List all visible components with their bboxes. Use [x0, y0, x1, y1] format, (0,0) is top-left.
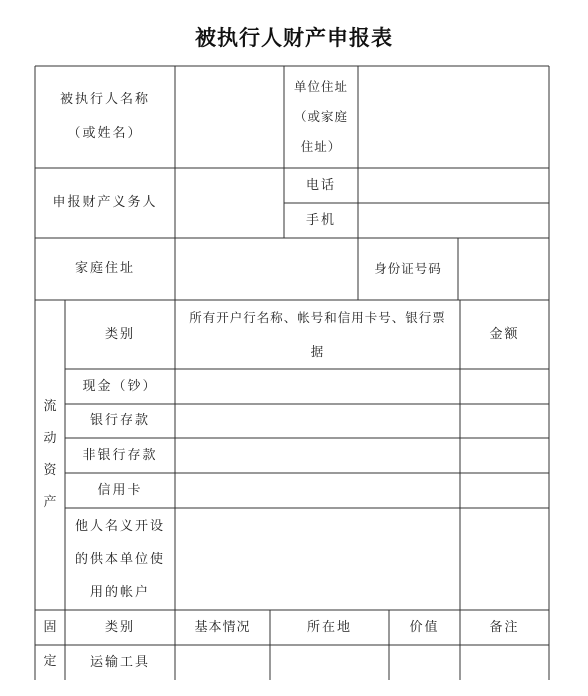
- liquid-header-amount: 金额: [489, 326, 520, 342]
- home-address-value-cell[interactable]: [176, 239, 357, 299]
- row-others-account-accounts-cell[interactable]: [176, 509, 459, 609]
- liquid-assets-side-label: [35, 300, 65, 610]
- form-title: 被执行人财产申报表: [195, 25, 393, 50]
- fixed-assets-side-label: [35, 610, 65, 680]
- row-bank-deposit-label: 银行存款: [89, 413, 150, 428]
- row-vehicle-location-cell[interactable]: [271, 646, 388, 679]
- row-bank-deposit-accounts-cell[interactable]: [176, 405, 459, 437]
- row-credit-card-amount-cell[interactable]: [461, 474, 548, 507]
- row-cash-label: 现金（钞）: [82, 378, 158, 394]
- row-credit-card-label: 信用卡: [97, 482, 143, 498]
- name-label: 被执行人名称 （或姓名）: [59, 92, 150, 141]
- obligor-value-cell[interactable]: [176, 169, 283, 237]
- liquid-assets-side-text: 流 动 资 产: [43, 399, 57, 510]
- address-value-cell[interactable]: [359, 67, 548, 167]
- fixed-header-basic: 基本情况: [194, 619, 251, 635]
- fixed-header-value: 价值: [409, 619, 440, 635]
- row-credit-card-accounts-cell[interactable]: [176, 474, 459, 507]
- fixed-header-category: 类别: [104, 619, 135, 635]
- row-cash-amount-cell[interactable]: [461, 370, 548, 403]
- name-value-cell[interactable]: [176, 67, 283, 167]
- row-vehicle-value-cell[interactable]: [390, 646, 459, 679]
- home-address-label: 家庭住址: [74, 261, 135, 276]
- row-nonbank-deposit-label: 非银行存款: [82, 447, 158, 463]
- liquid-header-category: 类别: [104, 326, 135, 342]
- mobile-value-cell[interactable]: [359, 204, 548, 237]
- id-number-label: 身份证号码: [374, 261, 442, 276]
- row-vehicle-label: 运输工具: [89, 654, 150, 670]
- row-nonbank-deposit-amount-cell[interactable]: [461, 439, 548, 472]
- fixed-header-location: 所在地: [306, 619, 352, 635]
- row-others-account-label: 他人名义开设 的供本单位使 用的帐户: [74, 518, 165, 600]
- row-vehicle-basic-cell[interactable]: [176, 646, 269, 679]
- phone-value-cell[interactable]: [359, 169, 548, 202]
- row-others-account-amount-cell[interactable]: [461, 509, 548, 609]
- fixed-header-remark: 备注: [489, 619, 520, 635]
- mobile-label: 手机: [305, 212, 336, 228]
- address-label: 单位住址 （或家庭 住址）: [293, 79, 348, 154]
- obligor-label: 申报财产义务人: [52, 195, 158, 210]
- row-nonbank-deposit-accounts-cell[interactable]: [176, 439, 459, 472]
- fixed-assets-side-text: 固 定: [43, 620, 57, 669]
- liquid-header-accounts: 所有开户行名称、帐号和信用卡号、银行票 据: [189, 309, 446, 359]
- row-bank-deposit-amount-cell[interactable]: [461, 405, 548, 437]
- row-cash-accounts-cell[interactable]: [176, 370, 459, 403]
- phone-label: 电话: [305, 177, 336, 193]
- row-vehicle-remark-cell[interactable]: [461, 646, 548, 679]
- id-number-value-cell[interactable]: [459, 239, 548, 299]
